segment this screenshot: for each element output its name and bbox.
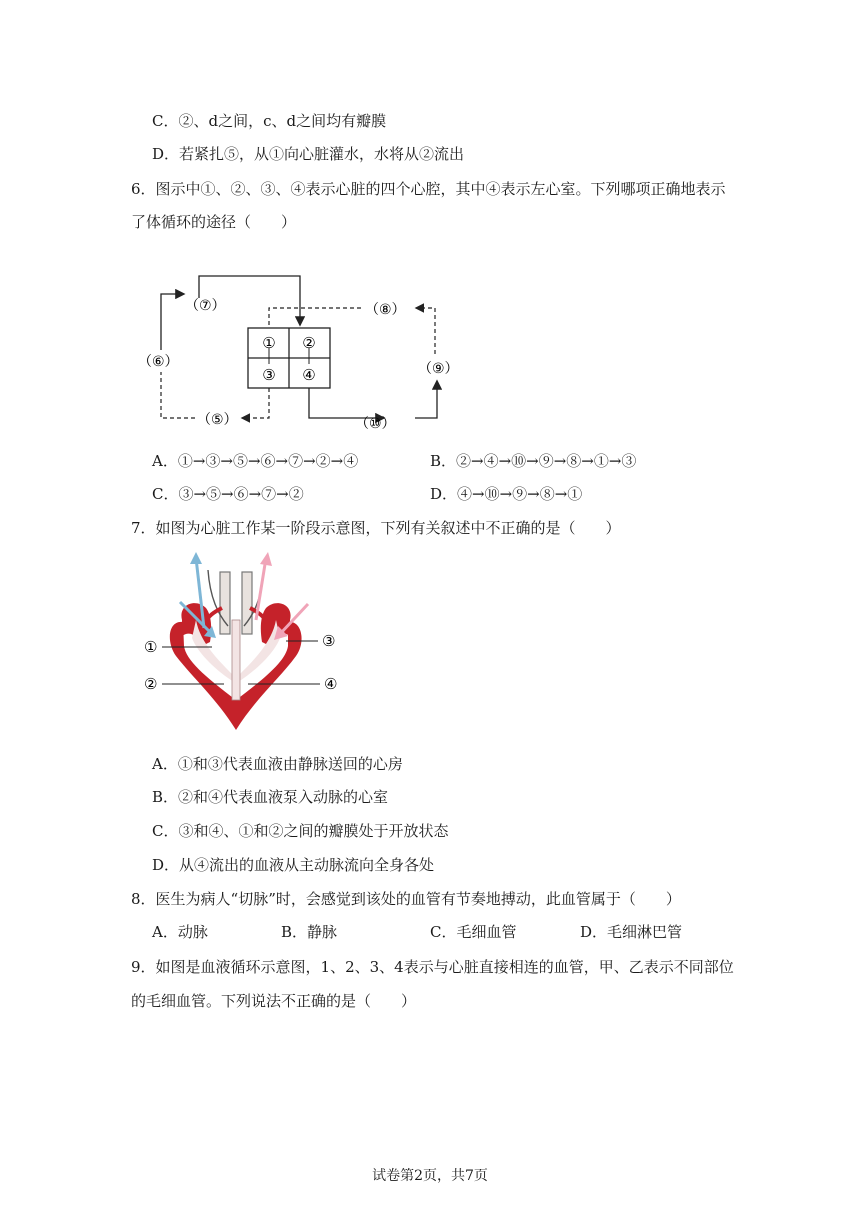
q6-option-c: C．③→⑤→⑥→⑦→② <box>152 485 304 503</box>
heart-label-1: ① <box>144 638 158 656</box>
q8-option-b: B．静脉 <box>281 923 338 941</box>
q8-option-d: D．毛细淋巴管 <box>580 923 683 941</box>
heart-diagram <box>138 550 353 735</box>
node-8-label: （⑧） <box>365 302 406 318</box>
heart-label-3: ③ <box>322 632 336 650</box>
node-6-label: （⑥） <box>138 354 179 370</box>
q9-stem-line1: 9．如图是血液循环示意图，1、2、3、4表示与心脏直接相连的血管，甲、乙表示不同部位 <box>131 958 734 976</box>
q6-stem-line2: 了体循环的途径（ ） <box>131 213 297 231</box>
q7-option-b: B．②和④代表血液泵入动脉的心室 <box>152 788 389 806</box>
q5-option-c: C．②、d之间，c、d之间均有瓣膜 <box>152 112 387 130</box>
q7-option-d: D．从④流出的血液从主动脉流向全身各处 <box>152 856 435 874</box>
chamber-3-label: ③ <box>262 366 276 384</box>
node-9-label: （⑨） <box>418 361 459 377</box>
q9-stem-line2: 的毛细血管。下列说法不正确的是（ ） <box>131 992 417 1010</box>
node-7-label: （⑦） <box>185 298 226 314</box>
q8-option-a: A．动脉 <box>152 923 208 941</box>
chamber-4-label: ④ <box>302 366 316 384</box>
circulation-path-diagram <box>135 268 465 438</box>
q6-stem-line1: 6．图示中①、②、③、④表示心脏的四个心腔，其中④表示左心室。下列哪项正确地表示 <box>131 180 726 198</box>
node-5-label: （⑤） <box>197 412 238 428</box>
q7-option-c: C．③和④、①和②之间的瓣膜处于开放状态 <box>152 822 449 840</box>
q6-option-b: B．②→④→⑩→⑨→⑧→①→③ <box>430 452 637 470</box>
q6-option-d: D．④→⑩→⑨→⑧→① <box>430 485 583 503</box>
q5-option-d: D．若紧扎⑤，从①向心脏灌水，水将从②流出 <box>152 145 465 163</box>
node-10-label: （⑩） <box>355 416 396 432</box>
heart-label-2: ② <box>144 675 158 693</box>
q7-option-a: A．①和③代表血液由静脉送回的心房 <box>152 755 403 773</box>
page-footer: 试卷第2页，共7页 <box>372 1168 488 1184</box>
q8-option-c: C．毛细血管 <box>430 923 517 941</box>
q6-option-a: A．①→③→⑤→⑥→⑦→②→④ <box>152 452 359 470</box>
q7-stem: 7．如图为心脏工作某一阶段示意图，下列有关叙述中不正确的是（ ） <box>131 519 621 537</box>
heart-label-4: ④ <box>324 675 338 693</box>
chamber-1-label: ① <box>262 334 276 352</box>
q8-stem: 8．医生为病人“切脉”时，会感觉到该处的血管有节奏地搏动，此血管属于（ ） <box>131 890 681 908</box>
chamber-2-label: ② <box>302 334 316 352</box>
